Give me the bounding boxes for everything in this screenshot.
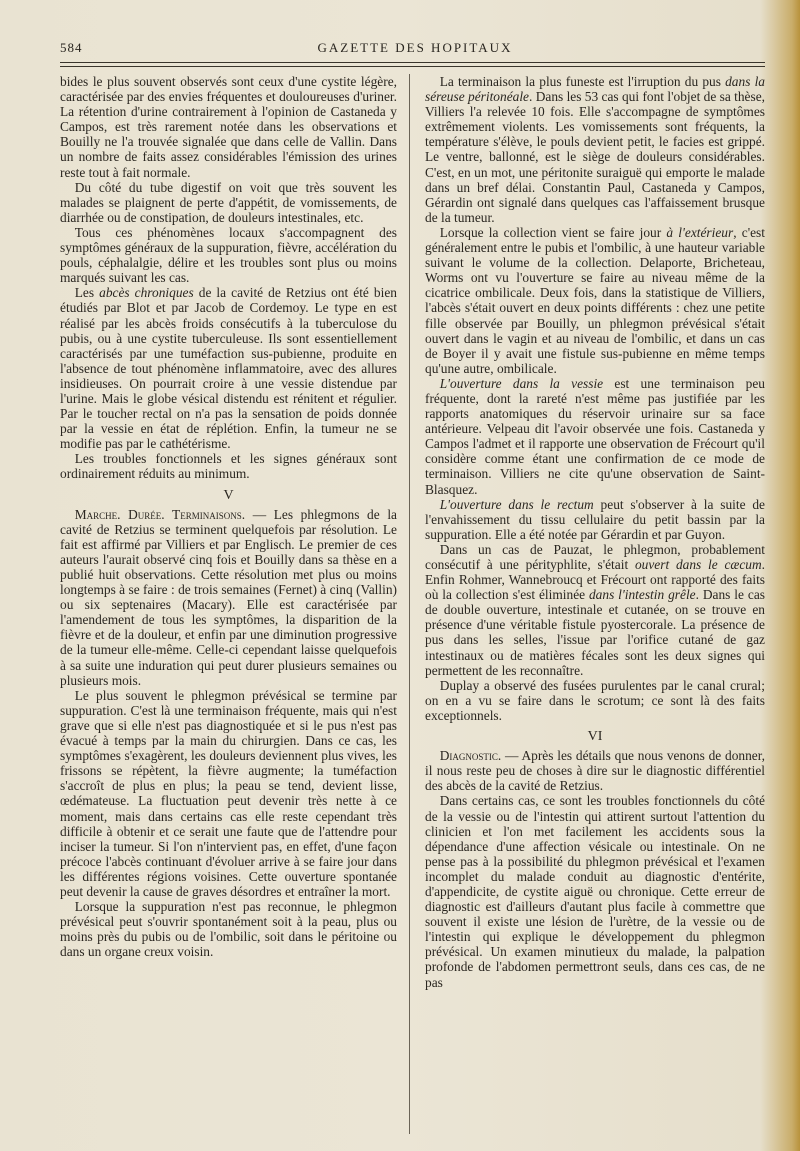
text-run: . Dans les 53 cas qui font l'objet de sa thèse, Villiers l'a relevée 10 fois. Elle s'accompagne de symptômes extrêmement violents. Les vomissements sont fréquents, la température s'élève, le pouls devient petit, le facies est grippé. Le ventre, ballonné, est le siège de douleurs considérables. C'est, en un mot, une péritonite suraiguë qui emporte le malade dans un bref délai. Constantin Paul, Castaneda y Campos, Gérardin ont signalé dans quelques cas l'affaissement brusque de la tumeur. — [425, 89, 765, 225]
italic-term: abcès chroniques — [99, 285, 194, 301]
paragraph: Duplay a observé des fusées purulentes par le canal crural; on en a vu se faire dans le scrotum; ce sont là des faits exceptionnels. — [425, 677, 765, 723]
header-rule — [60, 62, 765, 67]
italic-term: ouvert dans le cæcum — [634, 557, 762, 572]
paragraph: Dans certains cas, ce sont les troubles fonctionnels du côté de la vessie ou de l'intestin qui attirent surtout l'attention du clinicien et l'on met facilement les accidents sous la dépendance d'une affection vésicale ou intestinale. On ne pense pas à la possibilité du phlegmon prévésical et l'examen incomplet du malade conduit au diagnostic d'entérite, d'appendicite, de cystite aiguë ou chronique. Cette erreur de diagnostic est d'ailleurs d'autant plus facile à commettre que souvent il existe une lésion de l'urètre, de la vessie ou de l'intestin qui explique le développement du phlegmon prévésical. Un examen minutieux du malade, la palpation profonde de l'abdomen permettront seuls, dans ces cas, de ne pas — [425, 793, 765, 990]
text-run: peut s'observer à la suite de l'envahissement du tissu cellulaire du petit bassin par la suppuration. Elle a été notée par Gérardin et par Guyon. — [425, 496, 765, 542]
text-run: de la cavité de Retzius ont été bien étudiés par Blot et par Jacob de Cordemoy. Le type en est réalisé par les abcès froids consécutifs à la tuberculose du pubis, ou à une cystite tuberculeuse. Ils sont essentiellement caractérisés par une tuméfaction sus-pubienne, produite en l'absence de tout phénomène inflammatoire, avec des allures insidieuses. On pourrait croire à une vessie distendue par l'urine. Mais le globe vésical distendu est rénitent et régulier. Par le toucher rectal on n'a pas la sensation de poids donnée par la vessie en état de réplétion. Enfin, la tumeur ne se modifie pas par le cathétérisme. — [60, 285, 397, 452]
section-number: V — [223, 487, 234, 503]
text-run: — Les phlegmons de la cavité de Retzius se terminent quelquefois par résolution. Le fait est affirmé par Villiers et par Englisch. Le premier de ces auteurs l'aurait observé cinq fois et Bouilly dans sa thèse en a publié huit observations. Cette résolution met plus ou moins longtemps à se faire : de trois semaines (Fernet) à cinq (Vallin) ou six septenaires (Macary). Elle est caractérisée par l'amendement de tous les symptômes, la disparition de la fièvre et de la douleur, et enfin par une diminution progressive de la tumeur elle-même. Celle-ci cependant laisse quelquefois à sa suite une induration qui peut durer plusieurs semaines ou plusieurs mois. — [60, 506, 397, 688]
paragraph — [425, 225, 765, 376]
paragraph — [425, 376, 765, 497]
text-run: est une terminaison peu fréquente, dont la rareté n'est même pas justifiée par les rapports anatomiques du réservoir urinaire sur sa face antérieure. Velpeau dit l'avoir observée une fois. Castaneda y Campos l'admet et il rapporte une observation de Frécourt qu'il considère comme étant une confirmation de ce mode de terminaison. Villiers ne cite qu'une observation de Saint-Blasquez. — [425, 375, 765, 497]
section-heading: Diagnostic. — [439, 748, 502, 764]
paragraph — [425, 748, 765, 793]
paragraph — [425, 74, 765, 225]
right-column — [425, 74, 765, 990]
text-run: . Dans le cas de double ouverture, intestinale et cutanée, on se trouve en présence d'une véritable fistule pyostercorale. La présence de pus dans les selles, l'issue par l'orifice cutané de gaz intestinaux ou de matières fécales sont les deux signes qui permettent de les reconnaître. — [425, 587, 765, 678]
text-run: Lorsque la collection vient se faire jour — [439, 224, 667, 240]
paragraph: Tous ces phénomènes locaux s'accompagnent des symptômes généraux de la suppuration, fièvre, accélération du pouls, céphalalgie, délire et les troubles sont plus ou moins marqués suivant les cas. — [60, 224, 397, 286]
italic-term: L'ouverture dans la vessie — [439, 375, 604, 391]
paragraph: Le plus souvent le phlegmon prévésical se termine par suppuration. C'est là une terminaison fréquente, mais qui n'est grave que si elle n'est pas diagnostiquée et si le pus n'est pas évacué à temps par la main du chirurgien. Dans ce cas, les symptômes s'exagèrent, les douleurs deviennent plus vives, les frissons se répètent, la fièvre augmente; la tuméfaction s'accroît de plus en plus; la peau se tend, devient lisse, œdémateuse. La fluctuation peut devenir très nette à ce moment, mais dans certains cas elle reste cependant très difficile à obtenir et ce serait une faute que de l'attendre pour inciser la tumeur. Si l'on n'intervient pas, en effet, d'une façon précoce l'abcès continuant d'évoluer arrive à se faire jour dans les différentes régions voisines. Cette ouverture spontanée peut devenir la cause de graves désordres et entraîner la mort. — [60, 687, 397, 899]
text-run: Dans un cas de Pauzat, le phlegmon, probablement consécutif à une pérityphlite, s'était — [425, 541, 765, 572]
paragraph: Les troubles fonctionnels et les signes généraux sont ordinairement réduits au minimum. — [60, 451, 397, 482]
paragraph: Du côté du tube digestif on voit que très souvent les malades se plaignent de perte d'appétit, de vomissements, de diarrhée ou de constipation, de douleurs intestinales, etc. — [60, 179, 397, 225]
column-divider — [409, 74, 410, 1134]
page-header — [60, 40, 770, 60]
text-run: , c'est généralement entre le pubis et l'ombilic, à une hauteur variable suivant le volume de la collection. Delaporte, Bricheteau, Worms ont vu l'ouverture se faire au niveau même de la cicatrice ombilicale. Deux fois, dans la statistique de Villiers, l'abcès s'était ouvert en deux points différents : chez une petite fille observée par Bouilly, un phlegmon prévésical s'était ouvert dans le vagin et au niveau de l'ombilic, et dans un cas de Boyer il y avait une fistule sus-pubienne en même temps qu'une autre, ombilicale. — [425, 224, 765, 376]
text-run: — Après les détails que nous venons de donner, il nous reste peu de choses à dire sur le diagnostic différentiel des abcès de la cavité de Retzius. — [425, 748, 765, 794]
left-column — [60, 74, 397, 959]
paragraph — [425, 497, 765, 542]
italic-term: dans la séreuse péritonéale — [425, 74, 765, 105]
paragraph — [425, 542, 765, 678]
italic-term: à l'extérieur — [666, 224, 734, 240]
text-run: La terminaison la plus funeste est l'irruption du pus — [439, 74, 726, 89]
paragraph — [60, 507, 397, 688]
italic-term: dans l'intestin grêle — [588, 587, 696, 603]
running-title: GAZETTE DES HOPITAUX — [317, 40, 513, 55]
paragraph — [60, 285, 397, 451]
text-run: Les — [74, 285, 100, 301]
section-number: VI — [587, 729, 603, 745]
text-run: . Enfin Rohmer, Wannebroucq et Frécourt ont rapporté des faits où la collection s'est éliminée — [425, 557, 765, 603]
paragraph: Lorsque la suppuration n'est pas reconnue, le phlegmon prévésical peut s'ouvrir spontanément soit à la peau, plus ou moins près du pubis ou de l'ombilic, soit dans le péritoine ou dans un organe creux voisin. — [60, 899, 397, 960]
section-heading: Marche. Durée. Terminaisons. — [74, 506, 246, 522]
page-number: 584 — [60, 40, 83, 55]
paragraph: bides le plus souvent observés sont ceux d'une cystite légère, caractérisée par des envies fréquentes et douloureuses d'uriner. La rétention d'urine contrairement à l'opinion de Castaneda y Campos, est très rarement notée dans les observations et Bouilly ne l'a trouvée signalée que dans celle de Vallin. Dans un nombre de faits assez considérables l'émission des urines reste tout à fait normale. — [60, 74, 397, 180]
italic-term: L'ouverture dans le rectum — [439, 496, 594, 512]
